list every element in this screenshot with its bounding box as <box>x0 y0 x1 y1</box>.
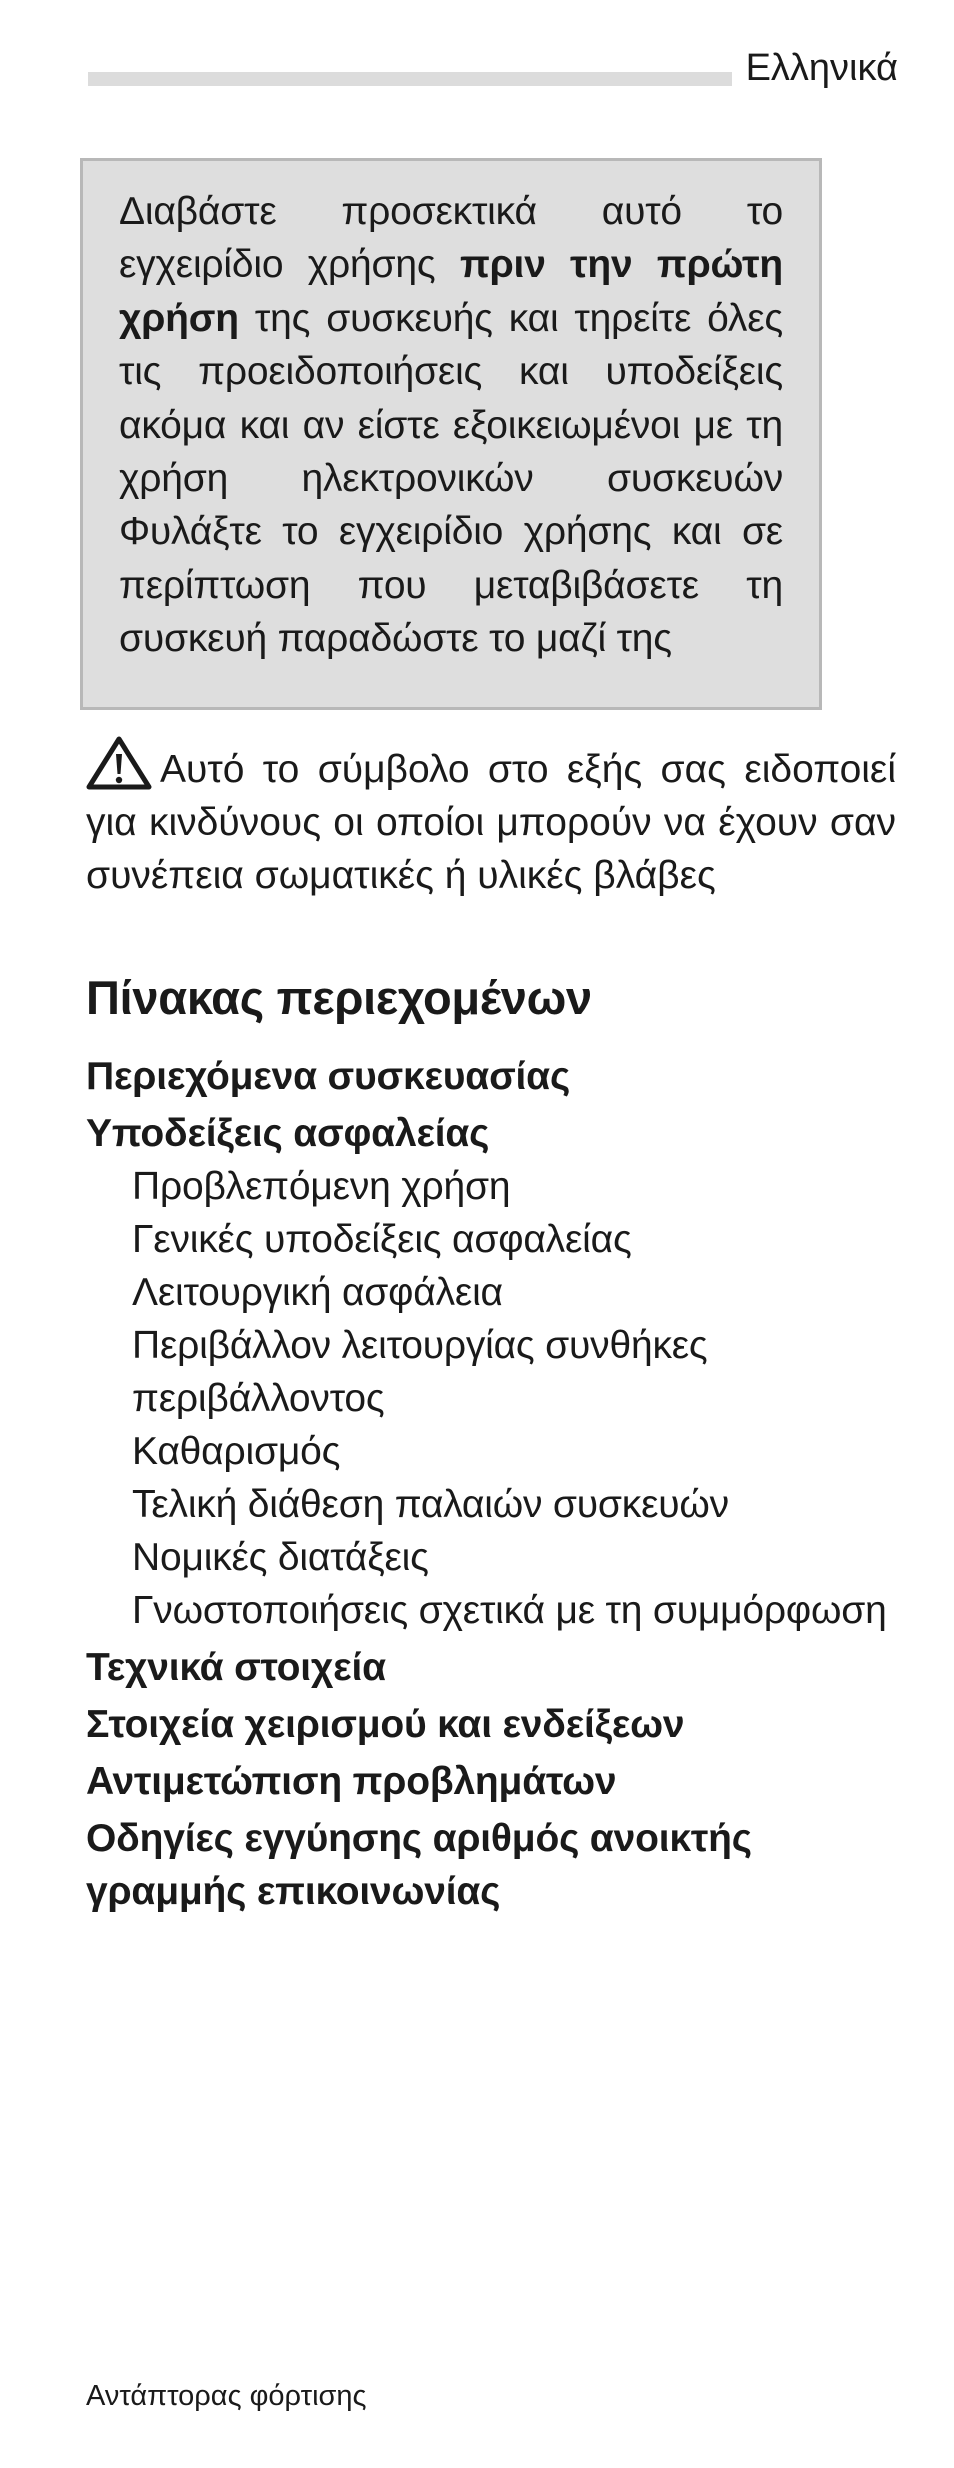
intro-text-start: Διαβάστε προσεκτικά αυτό το εγχειρίδιο χρήσης <box>119 190 783 287</box>
toc-item-controls: Στοιχεία χειρισμού και ενδείξεων <box>86 1703 685 1746</box>
toc-subitem-intended-use: Προβλεπόμενη χρήση <box>132 1165 511 1208</box>
toc-subitem-cleaning: Καθαρισμός <box>132 1430 341 1473</box>
toc-item-technical-data: Τεχνικά στοιχεία <box>86 1646 386 1689</box>
toc-safety-subitems <box>86 1160 906 1637</box>
toc-subitem-legal: Νομικές διατάξεις <box>132 1536 429 1579</box>
toc-subitem-operational-safety: Λειτουργική ασφάλεια <box>132 1271 503 1314</box>
warning-triangle-icon <box>86 736 152 790</box>
toc-item-troubleshooting: Αντιμετώπιση προβλημάτων <box>86 1760 617 1803</box>
intro-text <box>119 185 783 666</box>
toc-subitem-general-safety: Γενικές υποδείξεις ασφαλείας <box>132 1218 632 1261</box>
toc-item-warranty: Οδηγίες εγγύησης αριθμός ανοικτής γραμμής επικοινωνίας <box>86 1817 752 1913</box>
toc-subitem-conformity: Γνωστοποιήσεις σχετικά με τη συμμόρφωση <box>132 1589 887 1632</box>
warning-text: Αυτό το σύμβολο στο εξής σας ειδοποιεί για κινδύνους οι οποίοι μπορούν να έχουν σαν συνέπεια σωματικές ή υλικές βλάβες <box>86 748 896 897</box>
language-label: Ελληνικά <box>732 44 898 92</box>
intro-notice-box <box>80 158 822 710</box>
intro-text-end: της συσκευής και τηρείτε όλες τις προειδοποιήσεις και υποδείξεις ακόμα και αν είστε εξοικειωμένοι με τη χρήση ηλεκτρονικών συσκευών Φυλάξτε το εγχειρίδιο χρήσης και σε περίπτωση που μεταβιβάσετε τη συσκευή παραδώστε το μαζί της <box>119 296 783 661</box>
toc-item-safety-label: Υποδείξεις ασφαλείας <box>86 1112 490 1155</box>
toc-title: Πίνακας περιεχομένων <box>86 971 592 1024</box>
toc-item-package-contents: Περιεχόμενα συσκευασίας <box>86 1055 571 1098</box>
footer-product-name: Αντάπτορας φόρτισης <box>86 2380 367 2412</box>
toc-subitem-disposal: Τελική διάθεση παλαιών συσκευών <box>132 1483 729 1526</box>
table-of-contents <box>86 1050 906 1922</box>
toc-subitem-environment: Περιβάλλον λειτουργίας συνθήκες περιβάλλοντος <box>132 1324 708 1420</box>
warning-notice <box>86 736 896 902</box>
toc-item-safety <box>86 1107 906 1637</box>
intro-text-emphasis: πριν την πρώτη χρήση <box>119 243 784 340</box>
